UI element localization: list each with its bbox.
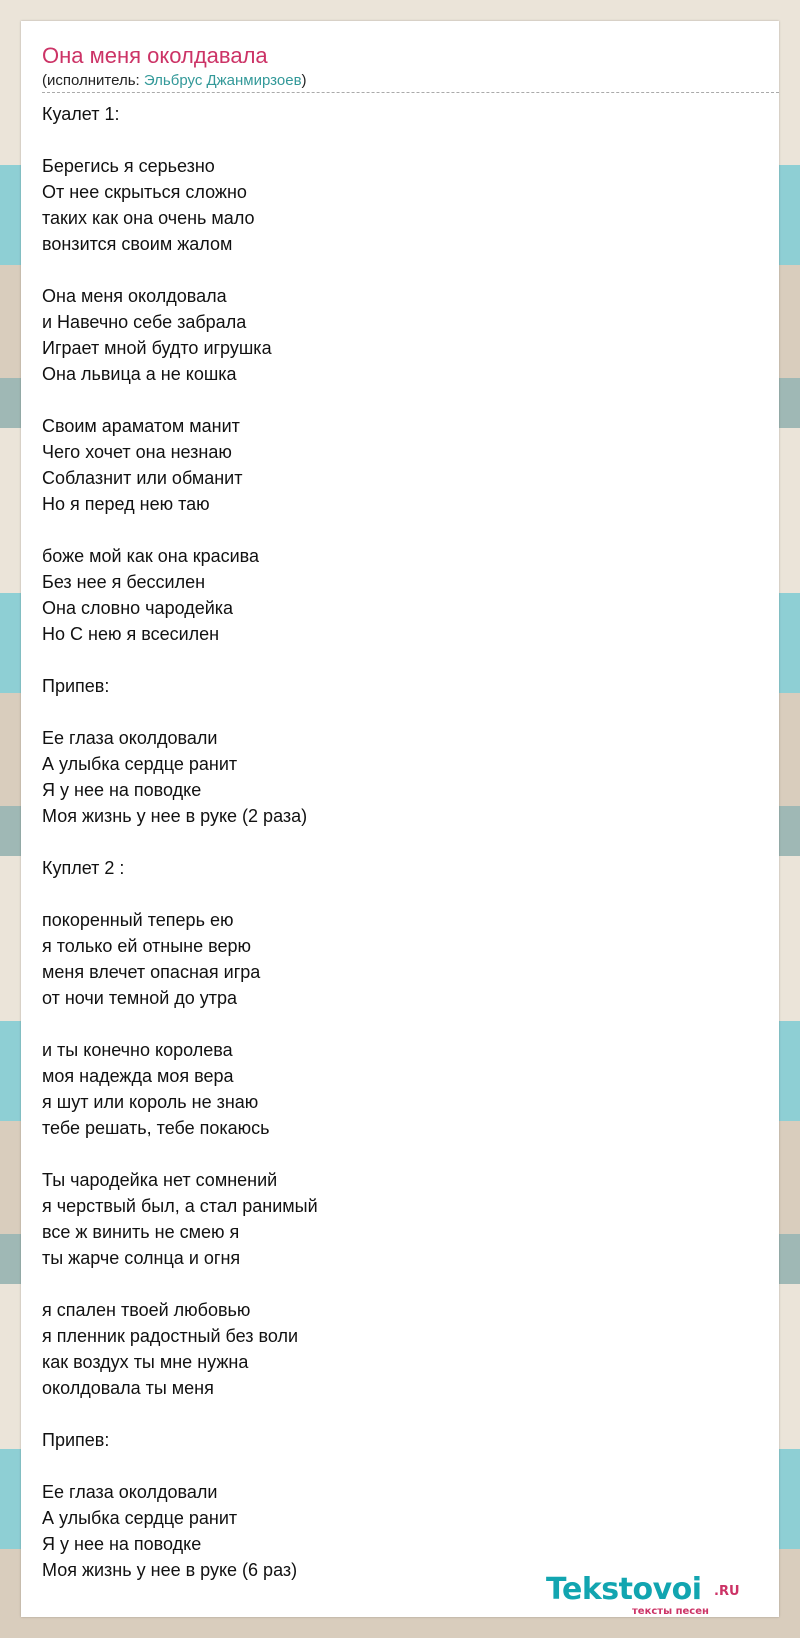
lyrics-line: покоренный теперь ею: [42, 910, 234, 930]
title-divider: [42, 92, 779, 93]
lyrics-blank-line: [42, 517, 742, 543]
logo-name: Tekstovoi: [546, 1572, 702, 1607]
lyrics-line: меня влечет опасная игра: [42, 962, 261, 982]
lyrics-line: От нее скрыться сложно: [42, 182, 247, 202]
site-logo[interactable]: [546, 1572, 766, 1617]
lyrics-blank-line: [42, 1011, 742, 1037]
lyrics-line: Я у нее на поводке: [42, 780, 202, 800]
lyrics-blank-line: [42, 257, 742, 283]
lyrics-line: и ты конечно королева: [42, 1040, 233, 1060]
lyrics-line: я только ей отныне верю: [42, 936, 252, 956]
lyrics-blank-line: [42, 829, 742, 855]
lyrics-line: Но я перед нею таю: [42, 494, 210, 514]
lyrics-line: Припев:: [42, 676, 110, 696]
performer-link[interactable]: Эльбрус Джанмирзоев: [143, 72, 302, 89]
lyrics-line: тебе решать, тебе покаюсь: [42, 1118, 270, 1138]
lyrics-line: Ее глаза околдовали: [42, 1482, 218, 1502]
lyrics-line: Ее глаза околдовали: [42, 728, 218, 748]
lyrics-line: боже мой как она красива: [42, 546, 260, 566]
lyrics-line: таких как она очень мало: [42, 208, 255, 228]
lyrics-line: я шут или король не знаю: [42, 1092, 259, 1112]
lyrics-line: как воздух ты мне нужна: [42, 1352, 249, 1372]
lyrics-line: и Навечно себе забрала: [42, 312, 247, 332]
lyrics-line: Соблазнит или обманит: [42, 468, 243, 488]
logo-domain: .RU: [714, 1584, 740, 1599]
lyrics-line: Я у нее на поводке: [42, 1534, 202, 1554]
lyrics-line: Чего хочет она незнаю: [42, 442, 232, 462]
lyrics-line: А улыбка сердце ранит: [42, 754, 238, 774]
lyrics-blank-line: [42, 1141, 742, 1167]
lyrics-line: Своим араматом манит: [42, 416, 240, 436]
lyrics-line: Она словно чародейка: [42, 598, 234, 618]
lyrics-blank-line: [42, 1453, 742, 1479]
lyrics-line: Куплет 2 :: [42, 858, 125, 878]
lyrics-blank-line: [42, 127, 742, 153]
lyrics-line: А улыбка сердце ранит: [42, 1508, 238, 1528]
lyrics-sheet: [21, 21, 779, 1617]
lyrics-line: моя надежда моя вера: [42, 1066, 234, 1086]
lyrics-blank-line: [42, 881, 742, 907]
lyrics-line: я пленник радостный без воли: [42, 1326, 299, 1346]
lyrics-line: Берегись я серьезно: [42, 156, 215, 176]
lyrics-line: все ж винить не смею я: [42, 1222, 240, 1242]
performer-line: [42, 72, 307, 89]
lyrics-line: Она львица а не кошка: [42, 364, 237, 384]
lyrics-line: Моя жизнь у нее в руке (2 раза): [42, 806, 308, 826]
lyrics-line: от ночи темной до утра: [42, 988, 238, 1008]
lyrics-line: я спален твоей любовью: [42, 1300, 251, 1320]
song-title: Она меня околдавала: [42, 43, 268, 68]
lyrics-line: ты жарче солнца и огня: [42, 1248, 241, 1268]
lyrics-line: Моя жизнь у нее в руке (6 раз): [42, 1560, 298, 1580]
lyrics-line: вонзится своим жалом: [42, 234, 233, 254]
performer-suffix: ): [301, 72, 307, 89]
lyrics-line: Без нее я бессилен: [42, 572, 206, 592]
lyrics-line: Играет мной будто игрушка: [42, 338, 272, 358]
lyrics-line: я черствый был, а стал ранимый: [42, 1196, 318, 1216]
lyrics-line: околдовала ты меня: [42, 1378, 214, 1398]
lyrics-blank-line: [42, 387, 742, 413]
performer-prefix: (исполнитель:: [42, 72, 144, 89]
logo-tagline: тексты песен: [632, 1606, 709, 1617]
lyrics-line: Ты чародейка нет сомнений: [42, 1170, 278, 1190]
lyrics-line: Куалет 1:: [42, 104, 120, 124]
lyrics-blank-line: [42, 1271, 742, 1297]
lyrics-blank-line: [42, 647, 742, 673]
lyrics-line: Но С нею я всесилен: [42, 624, 220, 644]
lyrics-blank-line: [42, 1401, 742, 1427]
lyrics-blank-line: [42, 699, 742, 725]
lyrics-text: [42, 101, 742, 1583]
lyrics-line: Припев:: [42, 1430, 110, 1450]
lyrics-line: Она меня околдовала: [42, 286, 227, 306]
